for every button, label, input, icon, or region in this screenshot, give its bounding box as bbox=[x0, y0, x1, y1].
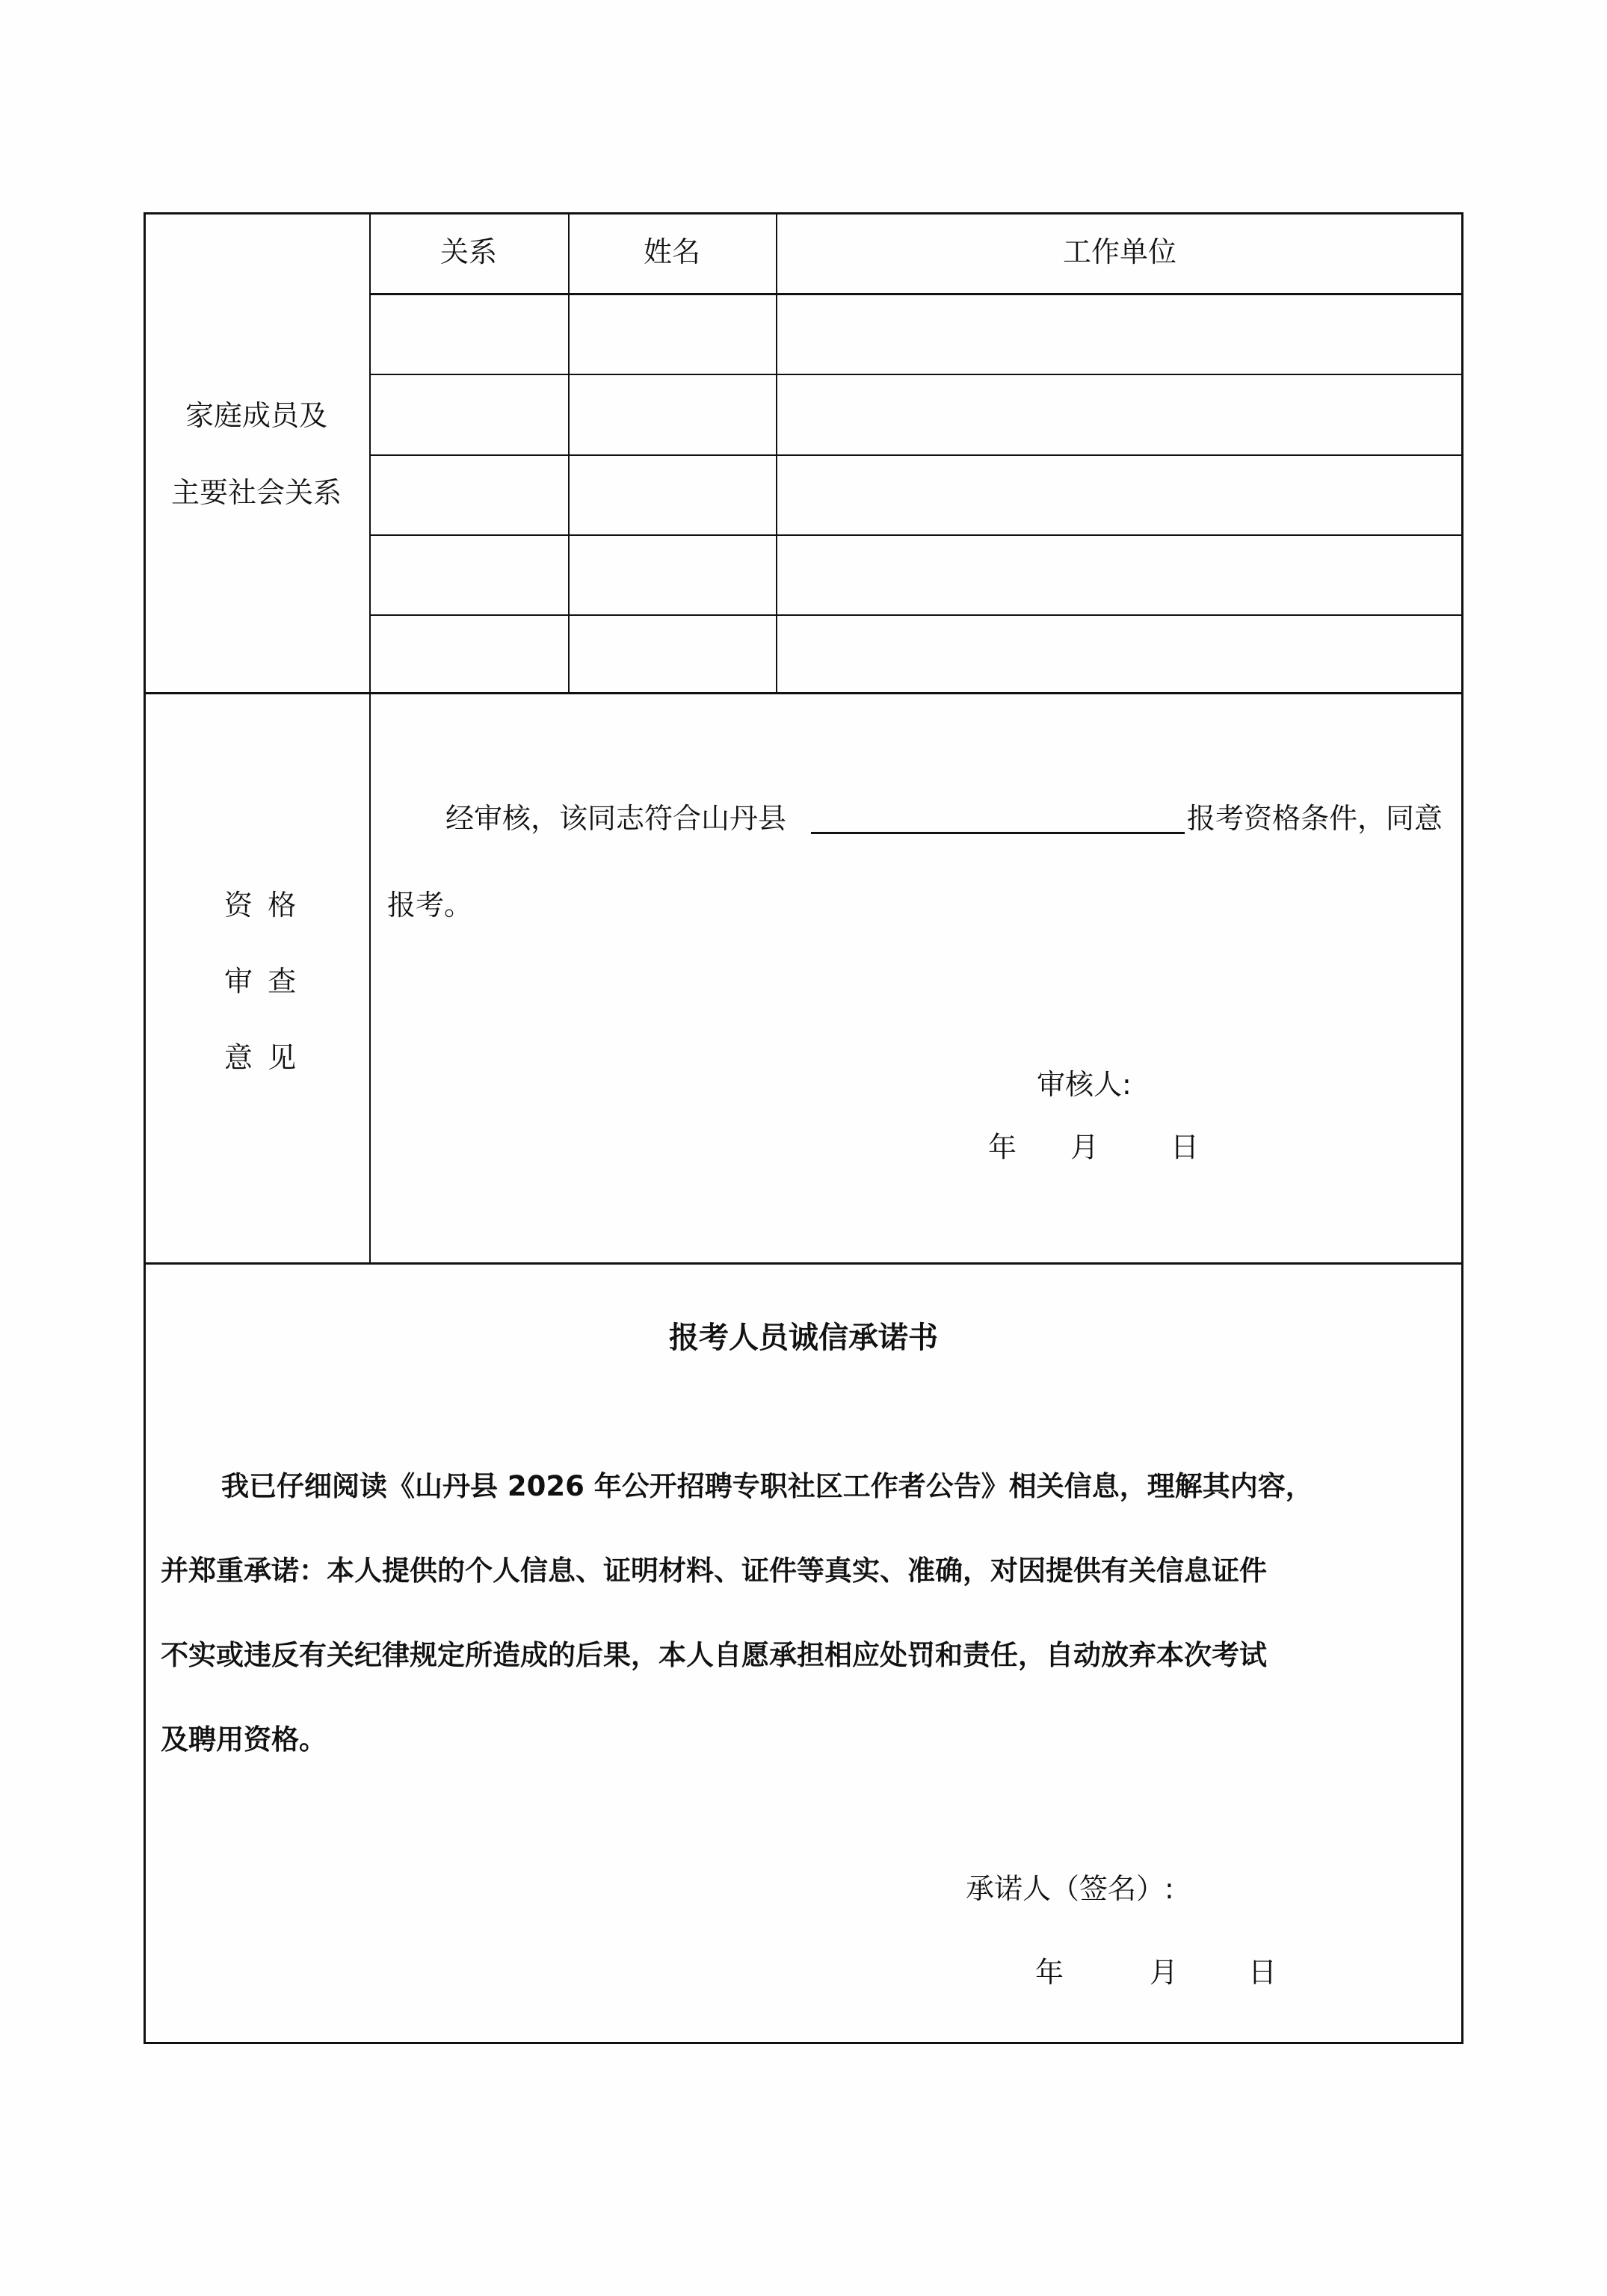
family-side-label-line1: 家庭成员及 bbox=[185, 399, 327, 432]
family-section-bottom-line bbox=[144, 692, 1463, 694]
county-position-blank[interactable] bbox=[811, 832, 1185, 834]
family-row-5-name-cell[interactable] bbox=[570, 617, 775, 691]
column-header-relation: 关系 bbox=[439, 235, 497, 268]
family-row-3-workplace-cell[interactable] bbox=[778, 457, 1461, 534]
review-side-label-line1: 资 格 bbox=[224, 889, 300, 922]
pledge-date-day: 日 bbox=[1248, 1956, 1277, 1989]
pledge-date-year: 年 bbox=[1035, 1956, 1064, 1989]
family-row-5-relation-cell[interactable] bbox=[371, 617, 567, 691]
family-side-label-line2: 主要社会关系 bbox=[170, 476, 342, 509]
family-row-1-workplace-cell[interactable] bbox=[778, 295, 1461, 373]
col-divider-name-workplace bbox=[776, 212, 777, 693]
review-side-label-line2: 审 查 bbox=[224, 965, 300, 998]
family-row-4-workplace-cell[interactable] bbox=[778, 537, 1461, 614]
family-row-2-name-cell[interactable] bbox=[570, 376, 775, 454]
family-row-2-workplace-cell[interactable] bbox=[778, 376, 1461, 454]
row-line-3 bbox=[369, 534, 1463, 536]
column-header-workplace: 工作单位 bbox=[1062, 235, 1176, 268]
reviewer-label: 审核人: bbox=[1037, 1068, 1132, 1101]
review-text-before-blank: 经审核，该同志符合山丹县 bbox=[445, 802, 787, 835]
family-row-1-name-cell[interactable] bbox=[570, 295, 775, 373]
reviewer-signature-field[interactable] bbox=[1151, 1061, 1375, 1106]
pledge-date-month: 月 bbox=[1150, 1956, 1179, 1989]
pledge-paragraph-line3: 不实或违反有关纪律规定所造成的后果，本人自愿承担相应处罚和责任，自动放弃本次考试 bbox=[161, 1639, 1267, 1671]
row-line-1 bbox=[369, 374, 1463, 375]
pledge-paragraph-line2: 并郑重承诺：本人提供的个人信息、证明材料、证件等真实、准确，对因提供有关信息证件 bbox=[161, 1555, 1267, 1587]
review-side-label-line3: 意 见 bbox=[224, 1041, 300, 1074]
side-column-divider bbox=[369, 212, 371, 1263]
family-row-4-name-cell[interactable] bbox=[570, 537, 775, 614]
family-row-5-workplace-cell[interactable] bbox=[778, 617, 1461, 691]
review-text-line2: 报考。 bbox=[387, 889, 473, 922]
signer-label: 承诺人（签名）: bbox=[966, 1872, 1174, 1905]
family-row-3-relation-cell[interactable] bbox=[371, 457, 567, 534]
review-text-after-blank: 报考资格条件，同意 bbox=[1187, 802, 1443, 835]
row-line-2 bbox=[369, 454, 1463, 456]
review-date-month: 月 bbox=[1070, 1131, 1099, 1164]
family-row-1-relation-cell[interactable] bbox=[371, 295, 567, 373]
pledge-paragraph-line1: 我已仔细阅读《山丹县 2026 年公开招聘专职社区工作者公告》相关信息，理解其内容， bbox=[221, 1470, 1313, 1502]
pledge-paragraph-line4: 及聘用资格。 bbox=[161, 1723, 327, 1756]
column-header-name: 姓名 bbox=[643, 235, 700, 268]
review-date-year: 年 bbox=[988, 1131, 1017, 1164]
signer-signature-field[interactable] bbox=[1196, 1865, 1435, 1910]
pledge-title: 报考人员诚信承诺书 bbox=[669, 1321, 938, 1355]
review-date-day: 日 bbox=[1170, 1131, 1200, 1164]
review-section-bottom-line bbox=[144, 1262, 1463, 1265]
family-row-3-name-cell[interactable] bbox=[570, 457, 775, 534]
family-row-4-relation-cell[interactable] bbox=[371, 537, 567, 614]
row-line-4 bbox=[369, 614, 1463, 616]
family-row-2-relation-cell[interactable] bbox=[371, 376, 567, 454]
col-divider-relation-name bbox=[568, 212, 570, 693]
